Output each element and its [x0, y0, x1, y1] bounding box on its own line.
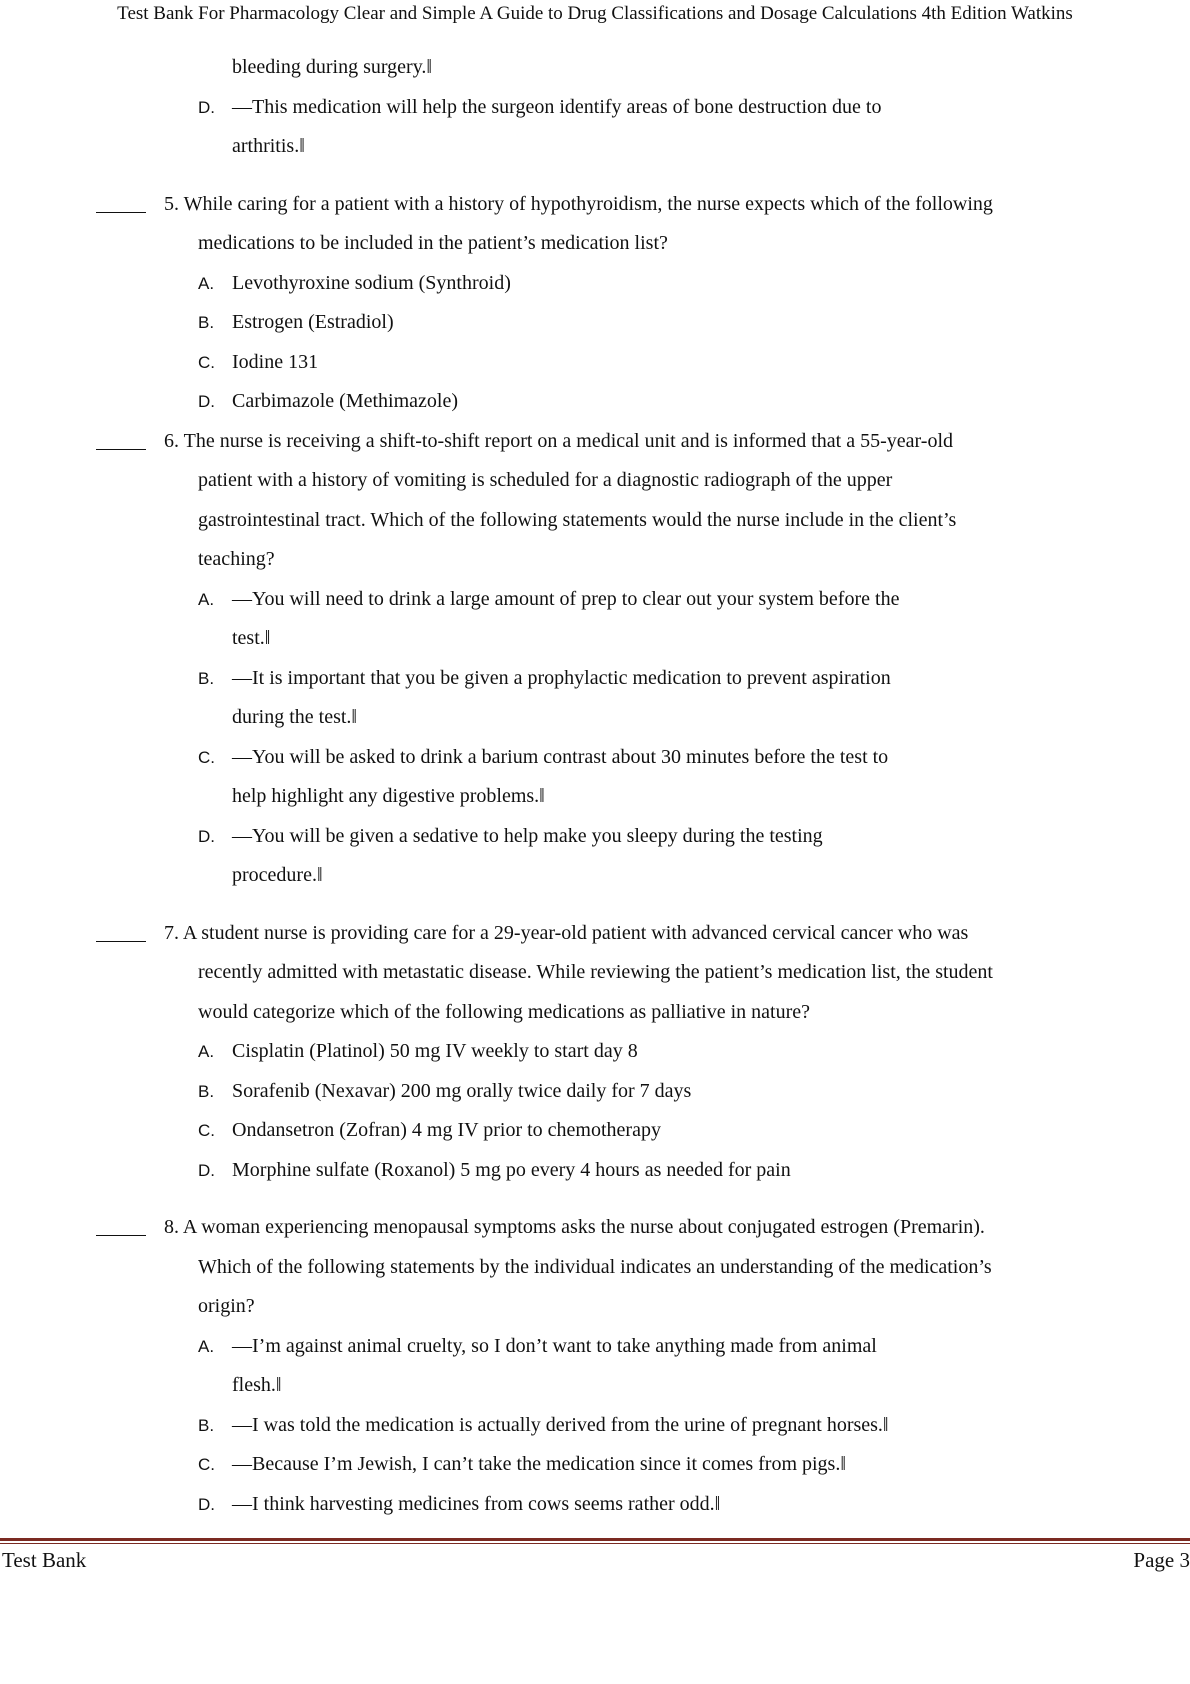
- option-line: [0, 264, 1190, 304]
- option-text: Iodine 131: [232, 350, 319, 373]
- question-text: 5. While caring for a patient with a history of hypothyroidism, the nurse expects which of the following: [164, 192, 993, 215]
- option-line: [0, 382, 1190, 422]
- option-letter: B.: [198, 668, 215, 688]
- option-text: test.‖: [232, 627, 271, 649]
- spacer: [0, 1190, 1190, 1208]
- spacer: [0, 167, 1190, 185]
- question-stem-line: [0, 953, 1190, 993]
- answer-blank[interactable]: [96, 212, 146, 213]
- option-line: [0, 1032, 1190, 1072]
- option-text-line: arthritis.‖: [232, 135, 305, 157]
- question-stem-line: [0, 1248, 1190, 1288]
- option-text-line: [0, 777, 1190, 817]
- option-letter: B.: [198, 1081, 215, 1101]
- option-text: —I was told the medication is actually derived from the urine of pregnant horses.‖: [232, 1413, 889, 1436]
- question-text: medications to be included in the patient’s medication list?: [198, 232, 668, 254]
- question-stem-first-line: [0, 422, 1190, 462]
- option-text: —You will need to drink a large amount of prep to clear out your system before the: [232, 587, 900, 610]
- option-text: —It is important that you be given a prophylactic medication to prevent aspiration: [232, 666, 891, 689]
- option-letter: B.: [198, 1415, 215, 1435]
- option-text-line: [0, 1366, 1190, 1406]
- option-line: [0, 1072, 1190, 1112]
- question-stem-first-line: [0, 1208, 1190, 1248]
- option-letter: C.: [198, 1455, 215, 1474]
- option-text: —You will be given a sedative to help make you sleepy during the testing: [232, 824, 823, 847]
- answer-blank[interactable]: [96, 449, 146, 450]
- option-text: Morphine sulfate (Roxanol) 5 mg po every 4 hours as needed for pain: [232, 1158, 791, 1181]
- option-text-line: bleeding during surgery.‖: [232, 56, 433, 78]
- page-header: Test Bank For Pharmacology Clear and Simple A Guide to Drug Classifications and Dosage Calculations 4th Edition Watkins: [117, 3, 1073, 24]
- question-stem-line: [0, 501, 1190, 541]
- footer-left-label: Test Bank: [2, 1548, 87, 1572]
- option-line: [0, 817, 1190, 857]
- option-line: [0, 1406, 1190, 1446]
- page-number: Page 3: [1133, 1548, 1190, 1572]
- option-letter: A.: [198, 589, 215, 609]
- option-text: Ondansetron (Zofran) 4 mg IV prior to chemotherapy: [232, 1119, 661, 1141]
- option-letter: C.: [198, 747, 215, 767]
- option-text: Carbimazole (Methimazole): [232, 390, 459, 412]
- option-text-line: [0, 698, 1190, 738]
- option-text-line: [0, 856, 1190, 896]
- option-line: [0, 1445, 1190, 1485]
- option-text: procedure.‖: [232, 864, 323, 886]
- option-letter: B.: [198, 313, 215, 332]
- option-line: [0, 1111, 1190, 1151]
- question-stem-line: [0, 224, 1190, 264]
- option-text: —You will be asked to drink a barium contrast about 30 minutes before the test to: [232, 745, 889, 768]
- option-text-line: [0, 619, 1190, 659]
- option-text: Sorafenib (Nexavar) 200 mg orally twice daily for 7 days: [232, 1079, 692, 1102]
- option-letter: A.: [198, 273, 215, 293]
- question-text: gastrointestinal tract. Which of the following statements would the nurse include in the client’s: [198, 508, 957, 531]
- option-line: [0, 1327, 1190, 1367]
- footer-rule: [0, 1538, 1190, 1544]
- option-letter: C.: [198, 1121, 215, 1140]
- option-text: during the test.‖: [232, 706, 358, 728]
- document-body: [0, 48, 1190, 1524]
- option-text: —I’m against animal cruelty, so I don’t want to take anything made from animal: [232, 1334, 877, 1357]
- question-stem-line: [0, 540, 1190, 580]
- question-text: patient with a history of vomiting is scheduled for a diagnostic radiograph of the upper: [198, 469, 893, 491]
- question-stem-line: [0, 1287, 1190, 1327]
- option-line: [0, 1151, 1190, 1191]
- question-text: origin?: [198, 1295, 255, 1317]
- question-block: [0, 422, 1190, 914]
- question-block: [0, 1208, 1190, 1524]
- option-letter: A.: [198, 1336, 215, 1356]
- option-text: Cisplatin (Platinol) 50 mg IV weekly to start day 8: [232, 1040, 638, 1062]
- question-stem-first-line: [0, 185, 1190, 225]
- question-text: 8. A woman experiencing menopausal symptoms asks the nurse about conjugated estrogen (Premarin).: [164, 1216, 985, 1238]
- question-stem-first-line: [0, 914, 1190, 954]
- option-line: [0, 343, 1190, 383]
- option-letter: D.: [198, 392, 215, 411]
- question-block: [0, 914, 1190, 1209]
- question-text: would categorize which of the following medications as palliative in nature?: [198, 1000, 811, 1023]
- questions-list: [0, 185, 1190, 1525]
- option-text: —I think harvesting medicines from cows seems rather odd.‖: [232, 1492, 721, 1515]
- option-text: Levothyroxine sodium (Synthroid): [232, 271, 511, 294]
- option-text: flesh.‖: [232, 1374, 282, 1396]
- question-text: recently admitted with metastatic disease. While reviewing the patient’s medication list, the student: [198, 961, 993, 983]
- option-line: [0, 88, 1190, 128]
- option-text: help highlight any digestive problems.‖: [232, 785, 545, 807]
- question-text: 6. The nurse is receiving a shift-to-shift report on a medical unit and is informed that a 55-year-old: [164, 429, 953, 452]
- spacer: [0, 896, 1190, 914]
- option-line: [0, 580, 1190, 620]
- question-text: Which of the following statements by the individual indicates an understanding of the medication’s: [198, 1255, 992, 1278]
- answer-blank[interactable]: [96, 1235, 146, 1236]
- option-letter: D.: [198, 826, 215, 846]
- question-text: 7. A student nurse is providing care for a 29-year-old patient with advanced cervical cancer who was: [164, 921, 969, 944]
- option-line: [0, 738, 1190, 778]
- option-letter: D.: [198, 1494, 215, 1514]
- question-block: [0, 185, 1190, 422]
- question-stem-line: [0, 461, 1190, 501]
- question-stem-line: [0, 993, 1190, 1033]
- question-text: teaching?: [198, 548, 275, 570]
- option-text: —Because I’m Jewish, I can’t take the medication since it comes from pigs.‖: [232, 1453, 846, 1475]
- option-line: [0, 659, 1190, 699]
- option-line: [0, 1485, 1190, 1525]
- option-text: Estrogen (Estradiol): [232, 311, 394, 333]
- option-letter: D.: [198, 97, 215, 117]
- option-letter: C.: [198, 352, 215, 372]
- option-letter: A.: [198, 1042, 215, 1061]
- option-text: —This medication will help the surgeon identify areas of bone destruction due to: [232, 95, 882, 118]
- option-letter: D.: [198, 1160, 215, 1180]
- option-line: [0, 303, 1190, 343]
- answer-blank[interactable]: [96, 941, 146, 942]
